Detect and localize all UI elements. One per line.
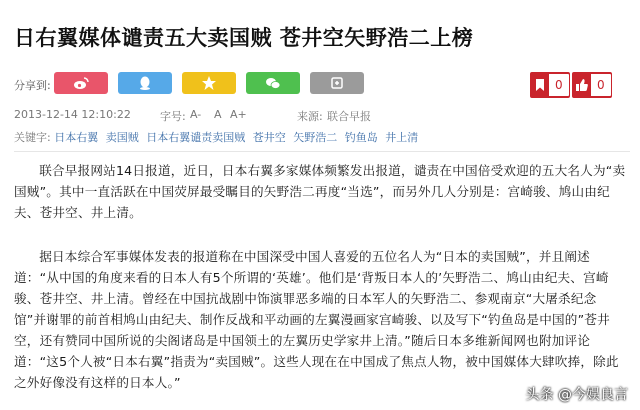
- font-size-label: 字号:: [160, 110, 186, 123]
- star-icon: [201, 75, 217, 91]
- like-counter[interactable]: [572, 72, 612, 98]
- font-size-small-button[interactable]: A-: [190, 108, 202, 121]
- tag-link[interactable]: 日本右翼: [54, 131, 99, 144]
- publish-datetime: 2013-12-14 12:10:22: [14, 108, 131, 121]
- tag-link[interactable]: 苍井空: [252, 131, 286, 144]
- share-qzone-button[interactable]: [182, 72, 236, 94]
- wechat-icon: [265, 75, 281, 91]
- article-paragraph: 联合早报网站14日报道，近日，日本右翼多家媒体频繁发出报道，谴责在中国倍受欢迎的五大名人为“卖国贼”。其中一直活跃在中国荧屏最受瞩目的矢野浩二再度“当选”，而另外几人分别是：宫崎骏、鸠山由纪夫、苍井空、井上清。: [14, 163, 626, 220]
- font-size-large-button[interactable]: A+: [230, 108, 247, 121]
- keyword-tags: [14, 129, 422, 145]
- tag-link[interactable]: 日本右翼谴责卖国贼: [146, 131, 246, 144]
- share-more-icon: [329, 75, 345, 91]
- thumbs-up-icon: [573, 73, 591, 97]
- divider: [14, 151, 630, 152]
- tags-label: 关键字:: [14, 131, 51, 144]
- tag-link[interactable]: 矢野浩二: [293, 131, 338, 144]
- share-more-button[interactable]: [310, 72, 364, 94]
- tag-link[interactable]: 卖国贼: [105, 131, 139, 144]
- weibo-icon: [73, 75, 89, 91]
- tag-link[interactable]: 井上清: [385, 131, 419, 144]
- source-name: 联合早报: [327, 110, 371, 123]
- like-count: 0: [591, 74, 611, 96]
- bookmark-icon: [531, 73, 549, 97]
- article-paragraph: 据日本综合军事媒体发表的报道称在中国深受中国人喜爱的五位名人为“日本的卖国贼”，并且阐述道：“从中国的角度来看的日本人有5个所谓的‘英雄’。他们是‘背叛日本人的’矢野浩二、鸠山由纪夫、宫崎骏、苍井空、井上清。曾经在中国抗战剧中饰演罪恶多端的日本军人的矢野浩二、参观南京“大屠杀纪念馆”并谢罪的前首相鸠山由纪夫、制作反战和平动画的左翼漫画家宫崎骏、以及写下“钓鱼岛是中国的”苍井空，还有赞同中国所说的尖阁诸岛是中国领土的左翼历史学家井上清。”随后日本多维新闻网也附加评论道：“这5个人被“日本右翼”指责为“卖国贼”。这些人现在在中国成了焦点人物，被中国媒体大肆吹捧，除此之外好像没有这样的日本人。”: [14, 249, 619, 390]
- watermark-text: 头条 @今娱良言: [525, 387, 628, 403]
- share-label: 分享到:: [14, 79, 51, 92]
- source-label: 来源:: [297, 110, 323, 123]
- toutiao-watermark: [526, 384, 628, 404]
- share-qq-button[interactable]: [118, 72, 172, 94]
- share-weibo-button[interactable]: [54, 72, 108, 94]
- font-size-normal-button[interactable]: A: [214, 108, 222, 121]
- tag-link[interactable]: 钓鱼岛: [344, 131, 378, 144]
- article-title: 日右翼媒体谴责五大卖国贼 苍井空矢野浩二上榜: [14, 26, 474, 50]
- qq-penguin-icon: [137, 75, 153, 91]
- share-bar: [14, 72, 630, 96]
- share-wechat-button[interactable]: [246, 72, 300, 94]
- collect-count: 0: [549, 74, 569, 96]
- collect-counter[interactable]: [530, 72, 570, 98]
